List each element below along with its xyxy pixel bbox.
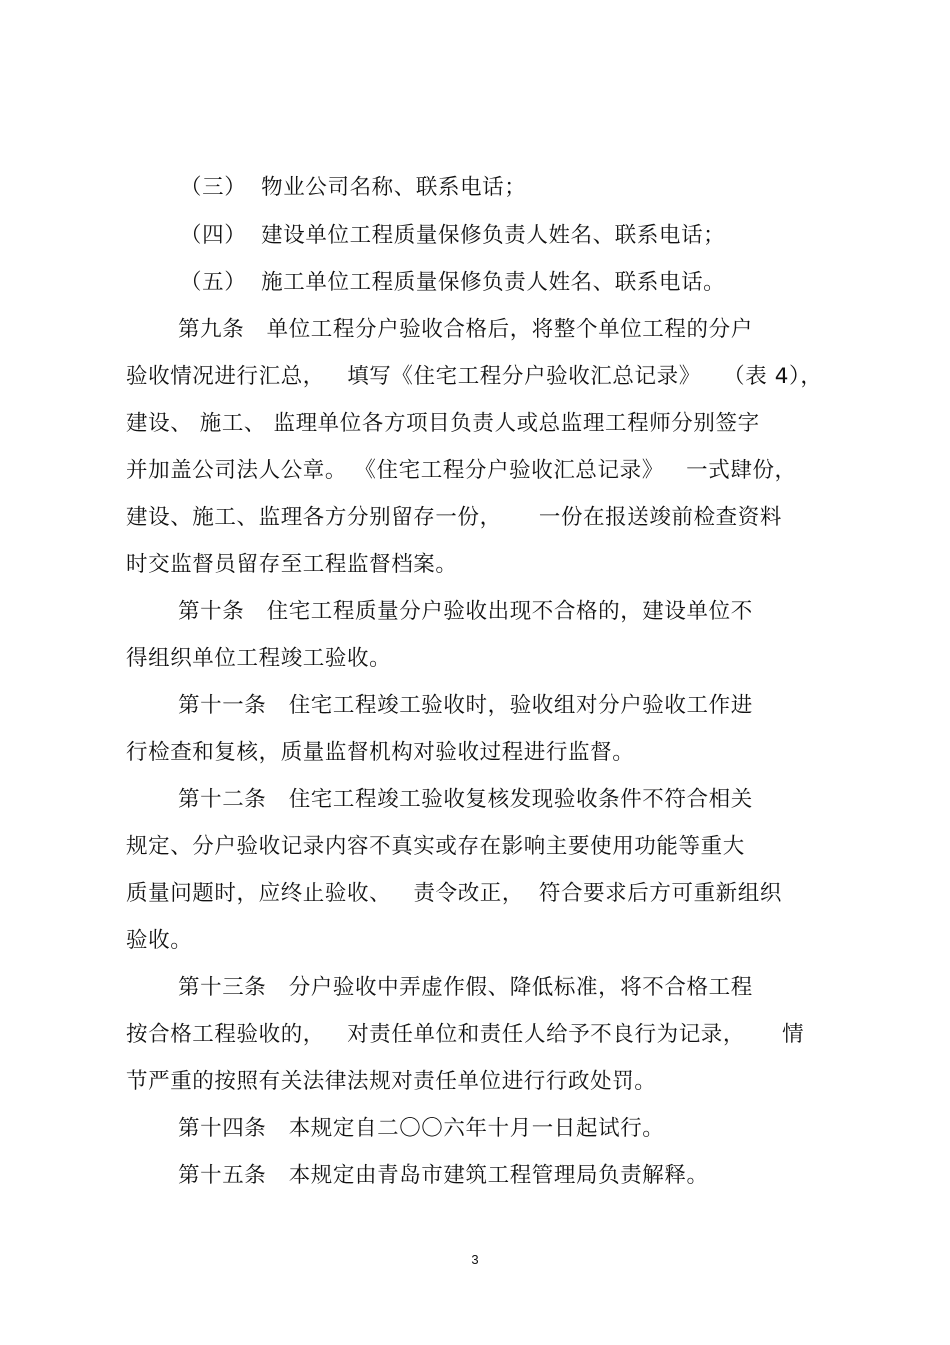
text-line: 建设、 施工、 监理单位各方项目负责人或总监理工程师分别签字 (126, 411, 760, 436)
text-line-article-13-start: 第十三条 分户验收中弄虚作假、降低标准，将不合格工程 (178, 975, 753, 1000)
text-line-article-15: 第十五条 本规定由青岛市建筑工程管理局负责解释。 (178, 1163, 709, 1188)
text-line: 验收情况进行汇总， 填写《住宅工程分户验收汇总记录》 （表 4）， (126, 364, 823, 389)
text-line: 节严重的按照有关法律法规对责任单位进行行政处罚。 (126, 1069, 657, 1094)
text-line-article-12-start: 第十二条 住宅工程竣工验收复核发现验收条件不符合相关 (178, 787, 753, 812)
text-line: 时交监督员留存至工程监督档案。 (126, 552, 458, 577)
text-line-article-9-start: 第九条 单位工程分户验收合格后，将整个单位工程的分户 (178, 317, 753, 342)
text-line: 并加盖公司法人公章。 《住宅工程分户验收汇总记录》 一式肆份， (126, 458, 797, 483)
text-line-item-3: （三） 物业公司名称、联系电话； (180, 175, 527, 200)
text-line-article-10-start: 第十条 住宅工程质量分户验收出现不合格的，建设单位不 (178, 599, 753, 624)
text-line: 行检查和复核，质量监督机构对验收过程进行监督。 (126, 740, 635, 765)
text-line: 按合格工程验收的， 对责任单位和责任人给予不良行为记录， 情 (126, 1022, 805, 1047)
text-line: 规定、分户验收记录内容不真实或存在影响主要使用功能等重大 (126, 834, 745, 859)
text-line-article-11-start: 第十一条 住宅工程竣工验收时，验收组对分户验收工作进 (178, 693, 753, 718)
text-line-item-5: （五） 施工单位工程质量保修负责人姓名、联系电话。 (180, 270, 726, 295)
text-line-article-14: 第十四条 本规定自二〇〇六年十月一日起试行。 (178, 1116, 665, 1141)
text-line: 验收。 (126, 928, 193, 953)
text-line: 得组织单位工程竣工验收。 (126, 646, 392, 671)
text-line: 建设、施工、监理各方分别留存一份， 一份在报送竣前检查资料 (126, 505, 782, 530)
page-number: 3 (471, 1252, 479, 1267)
text-line: 质量问题时，应终止验收、 责令改正， 符合要求后方可重新组织 (126, 881, 782, 906)
text-line-item-4: （四） 建设单位工程质量保修负责人姓名、联系电话； (180, 223, 726, 248)
